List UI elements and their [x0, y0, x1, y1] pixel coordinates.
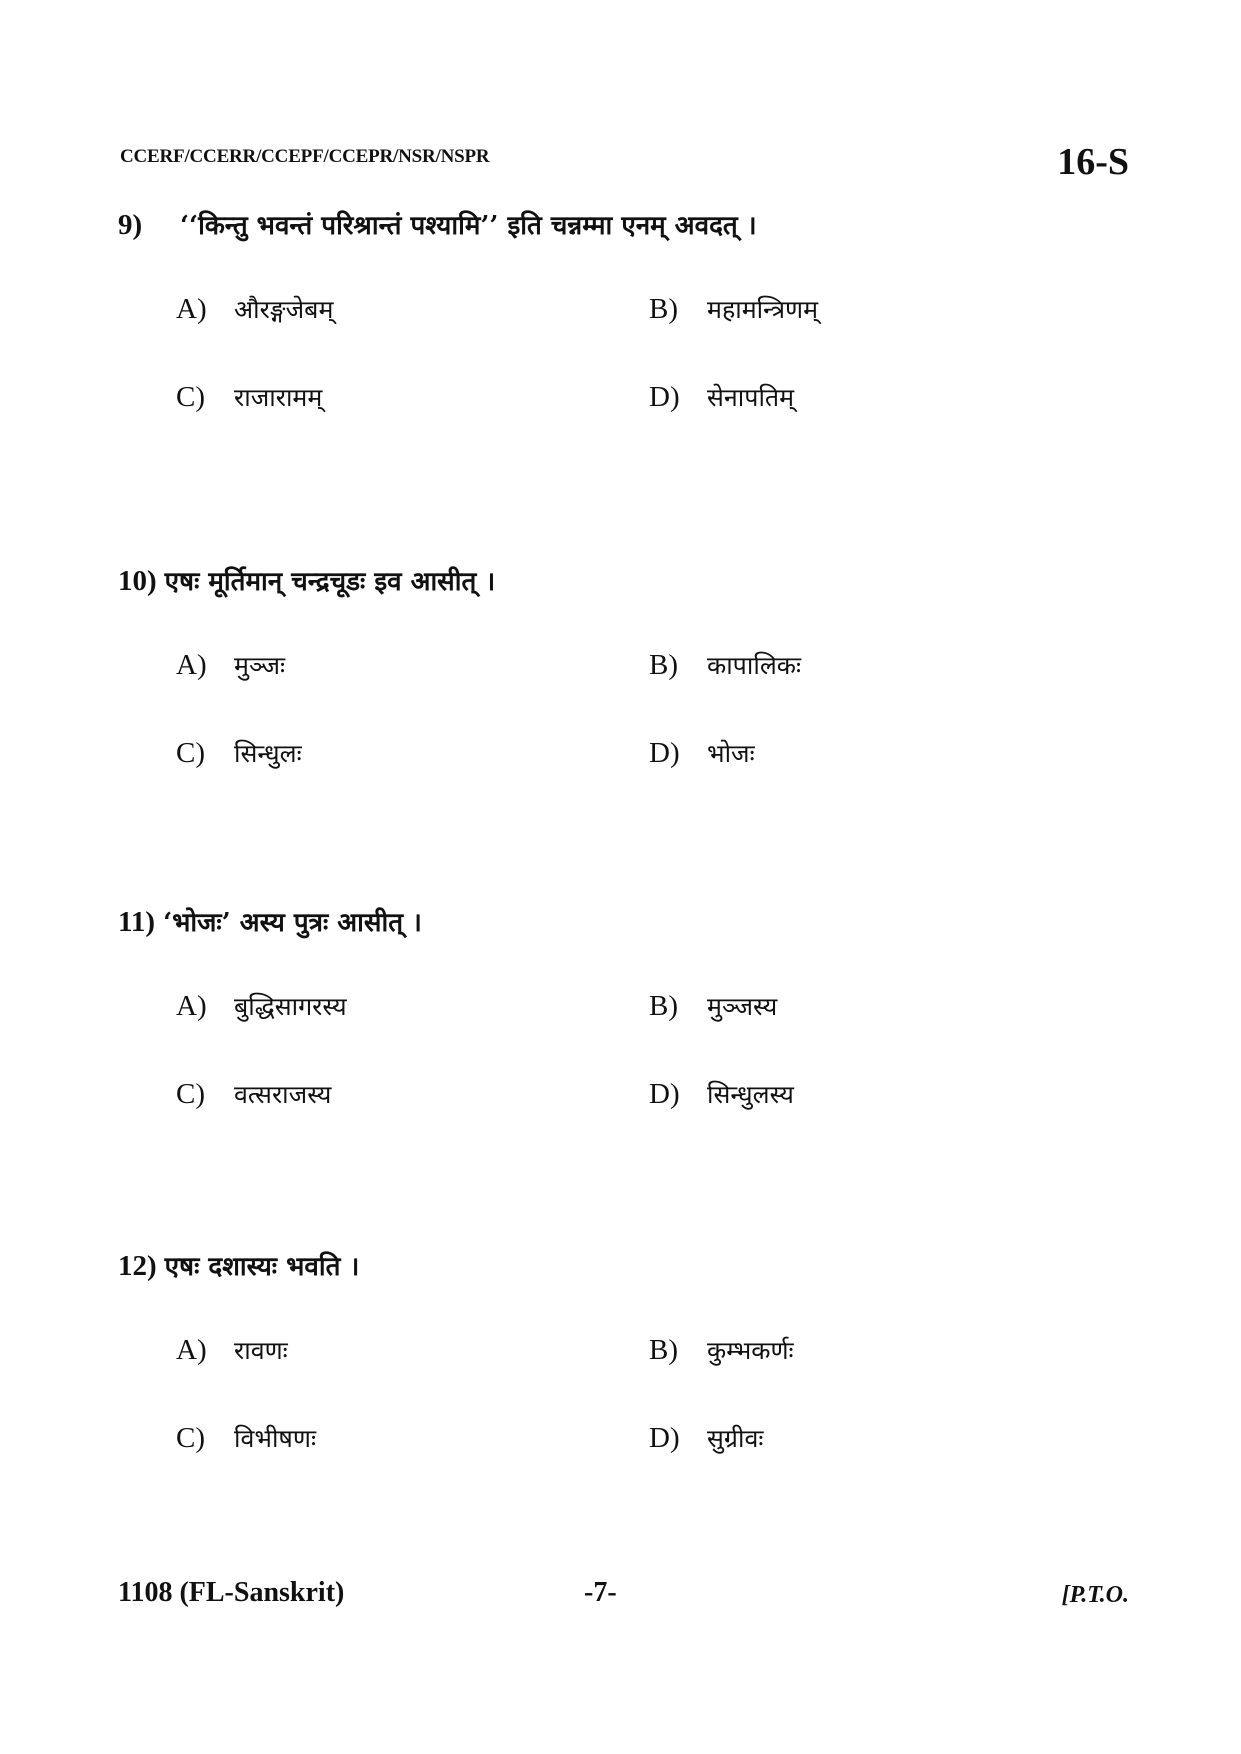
- option-text: मुञ्जस्य: [707, 992, 778, 1021]
- option-b: [649, 292, 818, 326]
- option-text: कापालिकः: [707, 651, 802, 680]
- option-letter: C): [176, 381, 205, 413]
- pto-label: [P.T.O.: [1061, 1582, 1129, 1608]
- option-letter: A): [176, 649, 207, 681]
- option-d: [649, 380, 794, 414]
- option-letter: B): [649, 649, 678, 681]
- option-row: [176, 989, 1128, 1077]
- option-letter: A): [176, 293, 207, 325]
- option-row: [176, 1333, 1128, 1421]
- option-b: [649, 648, 801, 682]
- option-text: महामन्त्रिणम्: [707, 295, 819, 324]
- option-b: [649, 1333, 794, 1367]
- options: [176, 648, 1128, 824]
- option-row: [176, 736, 1128, 824]
- page-number: -7-: [584, 1577, 617, 1608]
- option-a: [176, 1333, 288, 1367]
- question-12: [118, 1247, 1128, 1509]
- option-text: रावणः: [234, 1336, 288, 1365]
- paper-code: 1108 (FL-Sanskrit): [118, 1577, 345, 1608]
- option-b: [649, 989, 777, 1023]
- question-text: एषः मूर्तिमान् चन्द्रचूडः इव आसीत् ।: [164, 567, 496, 597]
- question-number: 10): [118, 565, 157, 597]
- option-letter: D): [649, 1422, 680, 1454]
- option-letter: A): [176, 1334, 207, 1366]
- option-d: [649, 736, 755, 770]
- question-line: [118, 562, 1128, 598]
- option-text: भोजः: [707, 739, 755, 768]
- option-text: वत्सराजस्य: [234, 1080, 332, 1109]
- option-letter: B): [649, 293, 678, 325]
- option-text: सेनापतिम्: [707, 383, 795, 412]
- option-text: विभीषणः: [234, 1424, 317, 1453]
- question-line: [118, 903, 1128, 939]
- option-text: राजारामम्: [234, 383, 323, 412]
- option-text: बुद्धिसागरस्य: [234, 992, 347, 1021]
- option-a: [176, 989, 347, 1023]
- option-letter: D): [649, 1078, 680, 1110]
- option-row: [176, 1421, 1128, 1509]
- page-code: 16-S: [1057, 141, 1129, 183]
- question-line: [118, 206, 1128, 242]
- option-row: [176, 380, 1128, 468]
- option-text: औरङ्गजेबम्: [234, 295, 334, 324]
- question-9: [118, 206, 1128, 468]
- option-letter: C): [176, 1422, 205, 1454]
- option-letter: A): [176, 990, 207, 1022]
- option-letter: D): [649, 737, 680, 769]
- question-text: ‘‘किन्तु भवन्तं परिश्रान्तं पश्यामि’’ इति चन्नम्मा एनम् अवदत् ।: [180, 211, 757, 241]
- question-line: [118, 1247, 1128, 1283]
- question-number: 9): [118, 209, 143, 241]
- question-11: [118, 903, 1128, 1165]
- option-text: सुग्रीवः: [707, 1424, 764, 1453]
- option-letter: C): [176, 737, 205, 769]
- option-letter: C): [176, 1078, 205, 1110]
- option-letter: D): [649, 381, 680, 413]
- option-row: [176, 1077, 1128, 1165]
- question-text: एषः दशास्यः भवति ।: [164, 1252, 360, 1282]
- option-text: कुम्भकर्णः: [707, 1336, 794, 1365]
- option-a: [176, 292, 333, 326]
- options: [176, 989, 1128, 1165]
- option-letter: B): [649, 1334, 678, 1366]
- options: [176, 1333, 1128, 1509]
- question-10: [118, 562, 1128, 824]
- option-d: [649, 1421, 763, 1455]
- series-code: CCERF/CCERR/CCEPF/CCEPR/NSR/NSPR: [120, 146, 490, 167]
- option-d: [649, 1077, 794, 1111]
- option-text: सिन्धुलस्य: [707, 1080, 794, 1109]
- question-number: 12): [118, 1250, 157, 1282]
- question-number: 11): [118, 906, 156, 938]
- option-c: [176, 1077, 331, 1111]
- options: [176, 292, 1128, 468]
- option-c: [176, 380, 322, 414]
- option-text: मुञ्जः: [234, 651, 286, 680]
- option-c: [176, 1421, 316, 1455]
- option-row: [176, 648, 1128, 736]
- option-a: [176, 648, 285, 682]
- option-letter: B): [649, 990, 678, 1022]
- question-text: ‘भोजः’ अस्य पुत्रः आसीत् ।: [163, 908, 422, 938]
- option-c: [176, 736, 302, 770]
- option-text: सिन्धुलः: [234, 739, 302, 768]
- option-row: [176, 292, 1128, 380]
